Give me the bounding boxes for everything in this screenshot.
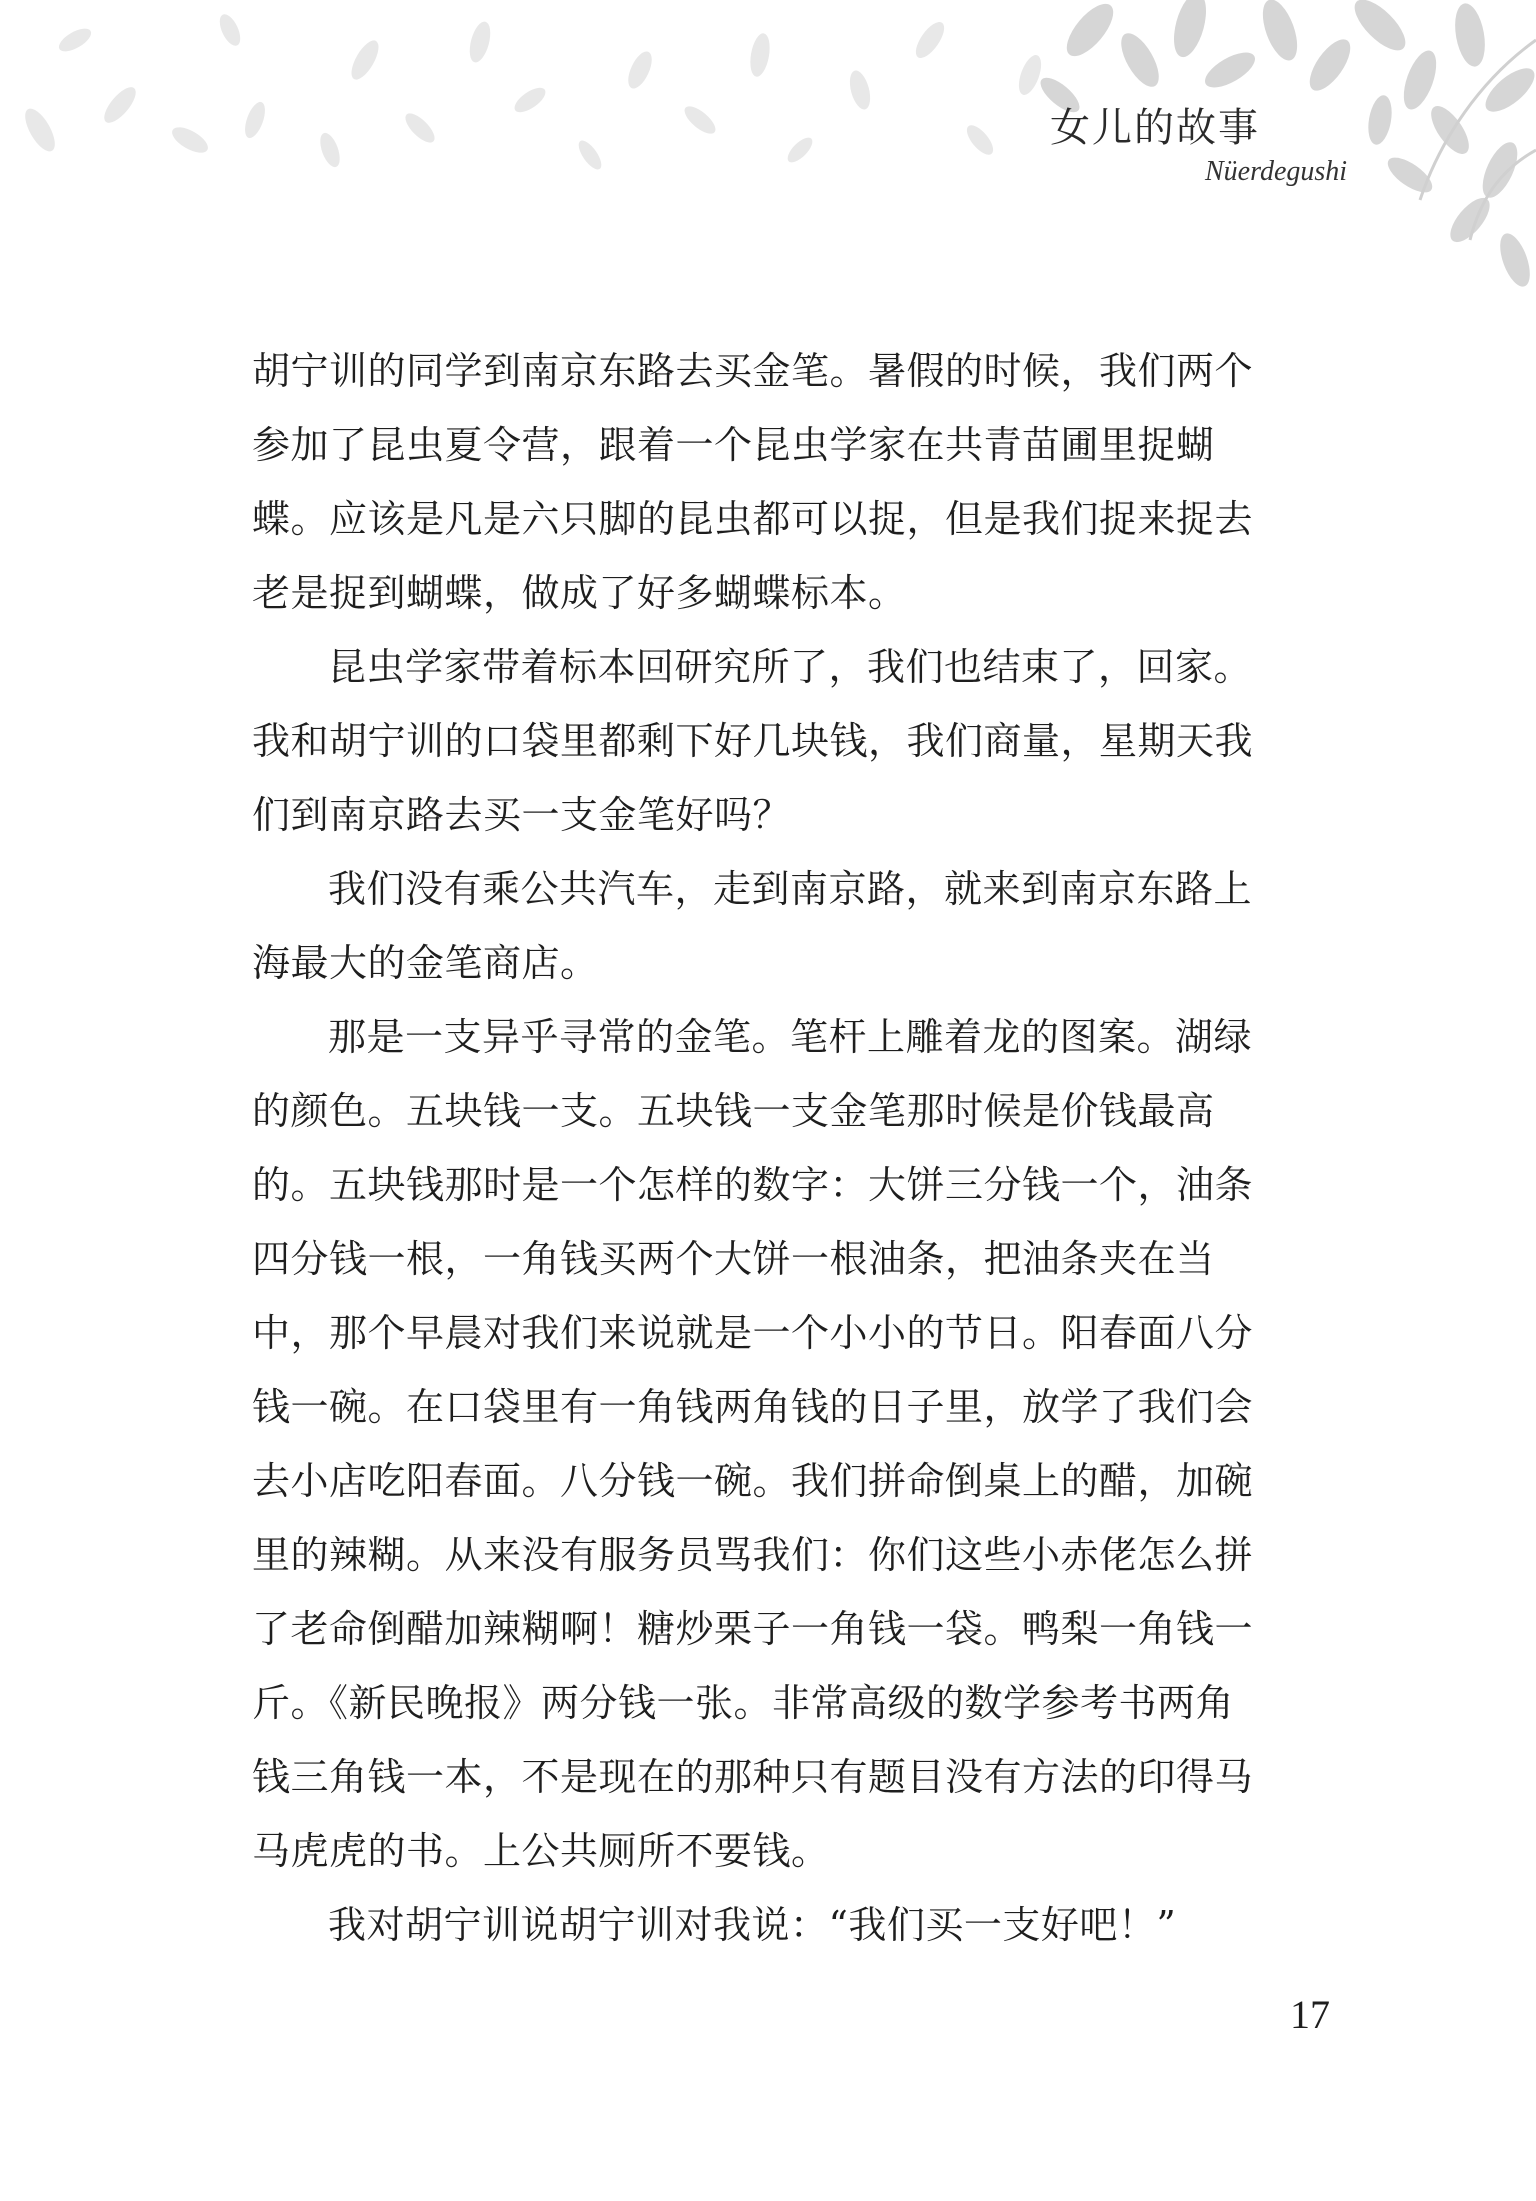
text-line: 我和胡宁训的口袋里都剩下好几块钱，我们商量，星期天我 [252, 719, 1254, 763]
paragraph-start-line: 那是一支异乎寻常的金笔。笔杆上雕着龙的图案。湖绿 [328, 1015, 1253, 1059]
text-line: 海最大的金笔商店。 [252, 941, 599, 985]
text-line: 斤。《新民晚报》两分钱一张。非常高级的数学参考书两角 [252, 1681, 1235, 1725]
text-line: 里的辣糊。从来没有服务员骂我们：你们这些小赤佬怎么拼 [252, 1533, 1254, 1577]
page-number: 17 [1290, 1992, 1330, 2037]
text-line: 钱一碗。在口袋里有一角钱两角钱的日子里，放学了我们会 [252, 1385, 1254, 1429]
body-text [252, 334, 1332, 1962]
chapter-title: 女儿的故事 [1050, 105, 1260, 151]
text-line: 蝶。应该是凡是六只脚的昆虫都可以捉，但是我们捉来捉去 [252, 497, 1254, 541]
text-line: 了老命倒醋加辣糊啊！糖炒栗子一角钱一袋。鸭梨一角钱一 [252, 1607, 1254, 1651]
running-head [1050, 100, 1350, 200]
paragraph-start-line: 昆虫学家带着标本回研究所了，我们也结束了，回家。 [328, 645, 1253, 689]
text-line: 马虎虎的书。上公共厕所不要钱。 [252, 1829, 830, 1873]
chapter-pinyin: Nüerdegushi [1205, 156, 1348, 187]
text-line: 的。五块钱那时是一个怎样的数字：大饼三分钱一个，油条 [252, 1163, 1254, 1207]
text-line: 们到南京路去买一支金笔好吗？ [252, 793, 792, 837]
text-line: 中，那个早晨对我们来说就是一个小小的节日。阳春面八分 [252, 1311, 1254, 1355]
text-line: 去小店吃阳春面。八分钱一碗。我们拼命倒桌上的醋，加碗 [252, 1459, 1254, 1503]
text-line: 老是捉到蝴蝶，做成了好多蝴蝶标本。 [252, 571, 907, 615]
paragraph-start-line: 我对胡宁训说胡宁训对我说：“我们买一支好吧！” [328, 1903, 1177, 1947]
text-line: 四分钱一根，一角钱买两个大饼一根油条，把油条夹在当 [252, 1237, 1215, 1281]
paragraph-start-line: 我们没有乘公共汽车，走到南京路，就来到南京东路上 [328, 867, 1253, 911]
text-line: 的颜色。五块钱一支。五块钱一支金笔那时候是价钱最高 [252, 1089, 1215, 1133]
text-line: 钱三角钱一本，不是现在的那种只有题目没有方法的印得马 [252, 1755, 1254, 1799]
text-line: 胡宁训的同学到南京东路去买金笔。暑假的时候，我们两个 [252, 349, 1254, 393]
text-line: 参加了昆虫夏令营，跟着一个昆虫学家在共青苗圃里捉蝴 [252, 423, 1215, 467]
